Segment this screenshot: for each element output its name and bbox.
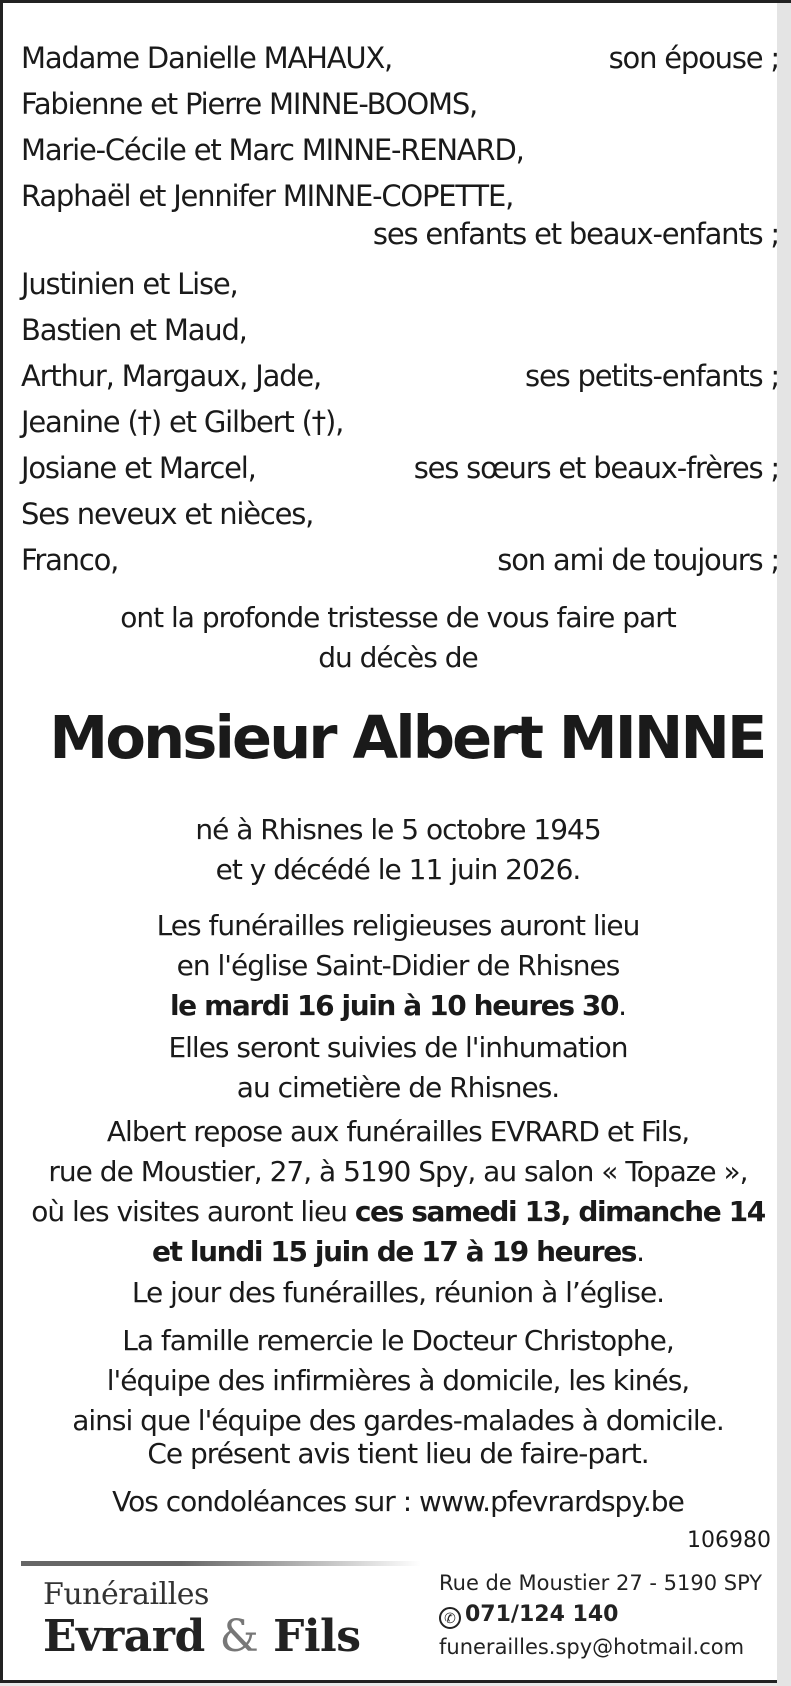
visitation-dates: ces samedi 13, dimanche 14 [354, 1195, 765, 1228]
footer-divider [21, 1561, 421, 1566]
family-row: Fabienne et Pierre MINNE-BOOMS, [21, 87, 478, 121]
address: Rue de Moustier 27 - 5190 SPY [439, 1571, 763, 1595]
deceased-name: Monsieur Albert MINNE [49, 703, 765, 772]
funeral-date: le mardi 16 juin à 10 heures 30 [169, 989, 619, 1022]
family-row: Arthur, Margaux, Jade, ses petits-enfants ; [21, 359, 779, 393]
family-row: Jeanine (†) et Gilbert (†), [21, 405, 344, 439]
reference-number: 106980 [687, 1528, 771, 1553]
thanks [13, 1321, 783, 1441]
burial-info [13, 1028, 783, 1108]
family-row: ses enfants et beaux-enfants ; [372, 217, 779, 251]
family-row: Raphaël et Jennifer MINNE-COPETTE, [21, 179, 514, 213]
announcement [13, 598, 783, 678]
visitation-info [13, 1112, 783, 1272]
funeral-info [13, 906, 783, 1026]
logo-funerailles: Funérailles [43, 1577, 209, 1612]
notice-line: Ce présent avis tient lieu de faire-part. [147, 1437, 649, 1470]
visitation-line: rue de Moustier, 27, à 5190 Spy, au salon « Topaze », [48, 1155, 748, 1188]
phone-number: 071/124 140 [465, 1602, 619, 1627]
visitation-line: Albert repose aux funérailles EVRARD et Fils, [106, 1115, 690, 1148]
family-row: Franco, son ami de toujours ; [21, 543, 779, 577]
family-row: Madame Danielle MAHAUX, son épouse ; [21, 41, 779, 75]
thanks-line: ainsi que l'équipe des gardes-malades à domicile. [72, 1404, 724, 1437]
phone-icon: ✆ [439, 1607, 461, 1629]
thanks-line: l'équipe des infirmières à domicile, les kinés, [106, 1364, 690, 1397]
visitation-line: où les visites auront lieu ces samedi 13, dimanche 14 [31, 1195, 765, 1228]
visitation-hours: et lundi 15 juin de 17 à 19 heures [152, 1235, 637, 1268]
meeting-line: Le jour des funérailles, réunion à l’église. [131, 1276, 665, 1309]
thanks-line: La famille remercie le Docteur Christophe, [122, 1324, 674, 1357]
condolences-line: Vos condoléances sur : www.pfevrardspy.be [112, 1485, 684, 1518]
burial-line: au cimetière de Rhisnes. [236, 1071, 560, 1104]
funeral-date-line: le mardi 16 juin à 10 heures 30. [169, 989, 627, 1022]
phone-line [439, 1599, 762, 1631]
death-line: et y décédé le 11 juin 2026. [215, 853, 581, 886]
family-row: Josiane et Marcel, ses sœurs et beaux-frères ; [21, 451, 779, 485]
family-row: Marie-Cécile et Marc MINNE-RENARD, [21, 133, 524, 167]
birth-death [13, 810, 783, 890]
family-row: Justinien et Lise, [21, 267, 238, 301]
funeral-line: en l'église Saint-Didier de Rhisnes [176, 949, 620, 982]
visitation-line: et lundi 15 juin de 17 à 19 heures. [152, 1235, 644, 1268]
family-row: Ses neveux et nièces, [21, 497, 314, 531]
announcement-line: du décès de [318, 641, 478, 674]
burial-line: Elles seront suivies de l'inhumation [168, 1031, 628, 1064]
birth-line: né à Rhisnes le 5 octobre 1945 [195, 813, 601, 846]
family-list [21, 35, 779, 583]
email: funerailles.spy@hotmail.com [439, 1635, 745, 1659]
announcement-line: ont la profonde tristesse de vous faire part [120, 601, 676, 634]
family-row: Bastien et Maud, [21, 313, 247, 347]
contact-block [439, 1567, 762, 1663]
funeral-line: Les funérailles religieuses auront lieu [156, 909, 640, 942]
logo-evrard-fils: Evrard & Fils [43, 1611, 361, 1662]
